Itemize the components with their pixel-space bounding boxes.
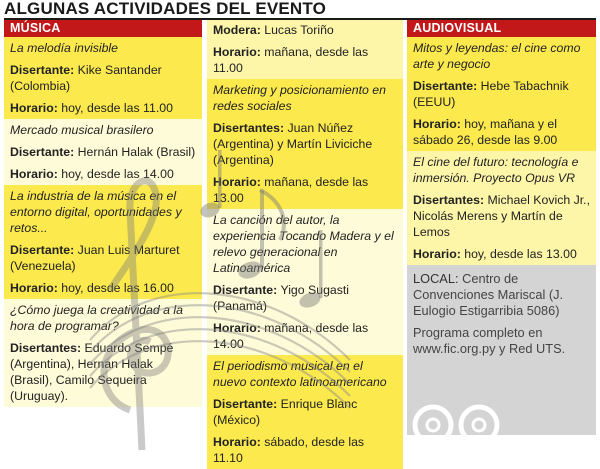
time-label: Horario: [213,45,261,59]
time-value: hoy, desde las 13.00 [464,247,577,261]
event-topic: Mitos y leyendas: el cine como arte y negocio [413,41,581,71]
venue-label: LOCAL: [413,271,459,286]
event-item [207,79,403,209]
speaker-name: Hernán Halak (Brasil) [77,145,196,159]
column-musica-continued [207,20,403,465]
speaker-label: Disertantes: [213,121,285,135]
event-item [4,185,202,299]
column-musica [4,20,202,450]
speaker-label: Disertante: [10,145,75,159]
moderator-block [207,20,403,79]
event-topic: El cine del futuro: tecnología e inmersión. Proyecto Opus VR [413,155,579,185]
speaker-name: Eduardo Sempé (Argentina), Hernan Halak (Brasil), Camilo Sequeira (Uruguay). [10,341,174,403]
time-label: Horario: [10,101,58,115]
time-label: Horario: [413,117,461,131]
speaker-label: Disertantes: [413,193,485,207]
speaker-label: Disertante: [213,397,278,411]
event-topic: ¿Cómo juega la creatividad a la hora de programar? [10,303,183,333]
time-value: mañana, desde las 13.00 [213,175,369,205]
section-header-musica: MÚSICA [4,20,202,37]
event-topic: La canción del autor, la experiencia Tocando Madera y el relevo generacional en Latinoamérica [213,213,394,275]
speaker-name: Juan Núñez (Argentina) y Martín Liviciche (Argentina) [213,121,373,167]
time-value: hoy, desde las 11.00 [61,101,173,115]
time-label: Horario: [213,321,261,335]
column-audiovisual [407,20,596,450]
event-topic: El periodismo musical en el nuevo contexto latinoamericano [213,359,387,389]
venue-text: Centro de Convenciones Mariscal (J. Eulogio Estigarribia 5086) [413,271,564,318]
time-label: Horario: [413,247,461,261]
moderator-label: Modera: [213,23,261,37]
speaker-label: Disertantes: [10,341,82,355]
page-title: ALGUNAS ACTIVIDADES DEL EVENTO [4,0,596,20]
speaker-name: Michael Kovich Jr., Nicolás Merens y Martín de Lemos [413,193,591,239]
speaker-name: Enrique Blanc (México) [213,397,358,427]
speaker-label: Disertante: [10,63,75,77]
program-info: Programa completo en www.fic.org.py y Red UTS. [413,325,566,356]
event-item [207,355,403,469]
speaker-label: Disertante: [10,243,75,257]
time-value: sábado, desde las 11.10 [213,435,365,465]
speaker-name: Juan Luis Marturet (Venezuela) [10,243,180,273]
time-label: Horario: [10,281,58,295]
event-item [4,299,202,407]
event-topic: Mercado musical brasilero [10,123,154,137]
moderator-name: Lucas Toriño [264,23,334,37]
speaker-name: Hebe Tabachnik (EEUU) [413,79,569,109]
time-value: hoy, desde las 14.00 [61,167,174,181]
time-label: Horario: [10,167,58,181]
event-item [407,37,596,151]
event-item [4,37,202,119]
time-label: Horario: [213,435,261,449]
time-value: hoy, mañana y el sábado 26, desde las 9.00 [413,117,558,147]
time-value: mañana, desde las 14.00 [213,321,369,351]
film-reel-icon [411,385,501,435]
event-item [4,119,202,185]
event-item [207,209,403,355]
speaker-name: Kike Santander (Colombia) [10,63,162,93]
speaker-name: Yigo Sugasti (Panamá) [213,283,350,313]
venue-block [407,265,596,435]
time-value: mañana, desde las 11.00 [213,45,369,75]
event-topic: Marketing y posicionamiento en redes sociales [213,83,386,113]
time-label: Horario: [213,175,261,189]
event-topic: La industria de la música en el entorno digital, oportunidades y retos... [10,189,182,235]
speaker-label: Disertante: [213,283,278,297]
event-item [407,151,596,265]
time-value: hoy, desde las 16.00 [61,281,174,295]
section-header-audiovisual: AUDIOVISUAL [407,20,596,37]
speaker-label: Disertante: [413,79,478,93]
event-topic: La melodía invisible [10,41,119,55]
